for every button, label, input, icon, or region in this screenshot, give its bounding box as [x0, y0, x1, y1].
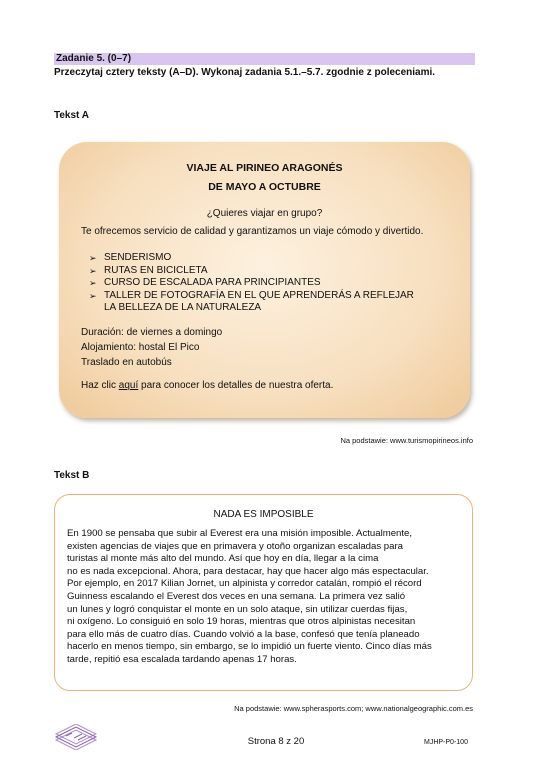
- page-number: Strona 8 z 20: [247, 736, 305, 747]
- article-line: En 1900 se pensaba que subir al Everest era una misión imposible. Actualmente,: [67, 528, 413, 539]
- arrow-bullet-icon: ➢: [89, 278, 97, 288]
- text-a-heading: Tekst A: [54, 110, 90, 121]
- activity-list: [89, 252, 414, 315]
- text-b-source: Na podstawie: www.spherasports.com; www.nationalgeographic.com.es: [234, 704, 473, 713]
- advert-offer: Te ofrecemos servicio de calidad y garantizamos un viaje cómodo y divertido.: [81, 226, 424, 237]
- list-item-continuation: LA BELLEZA DE LA NATURALEZA: [104, 302, 262, 313]
- article-line: tarde, repitió esa escalada tardando apenas 17 horas.: [67, 653, 297, 665]
- advert-lodging: Alojamiento: hostal El Pico: [81, 342, 200, 353]
- advert-title-line-2: DE MAYO A OCTUBRE: [208, 181, 321, 193]
- article-line: Por ejemplo, en 2017 Kilian Jornet, un alpinista y corredor catalán, rompió el récord: [67, 578, 422, 590]
- text-b-article-box: [54, 494, 473, 691]
- task-title: Zadanie 5. (0–7): [56, 53, 132, 64]
- arrow-bullet-icon: ➢: [89, 253, 97, 263]
- article-line: existen agencias de viajes que en primavera y otoño organizan escaladas para: [67, 540, 403, 552]
- article-line: Guinness escalando el Everest dos veces en una semana. La primera vez salió: [67, 590, 406, 602]
- advert-click-line: [81, 380, 333, 393]
- article-line: hacerlo en menos tiempo, sin embargo, se lo impidió un fuerte viento. Cinco días más: [67, 641, 432, 653]
- list-item: ➢ CURSO DE ESCALADA PARA PRINCIPIANTES: [89, 277, 321, 288]
- article-line: turistas al monte más alto del mundo. Así que hoy en día, llegar a la cima: [67, 553, 379, 565]
- arrow-bullet-icon: ➢: [89, 265, 97, 276]
- text-a-source: Na podstawie: www.turismopirineos.info: [340, 436, 473, 445]
- text-b-heading: Tekst B: [54, 470, 90, 481]
- article-line: ni oxígeno. Lo consiguió en solo 19 horas, mientras que otros alpinistas necesitan: [67, 616, 416, 628]
- article-line: un lunes y logró conquistar el monte en un solo ataque, sin utilizar cuerdas fijas,: [67, 603, 408, 615]
- advert-transfer: Traslado en autobús: [81, 357, 172, 368]
- exam-code: MJHP-P0-100: [424, 739, 468, 746]
- task-instruction: Przeczytaj cztery teksty (A–D). Wykonaj zadania 5.1.–5.7. zgodnie z poleceniami.: [54, 67, 436, 78]
- list-item: ➢ TALLER DE FOTOGRAFÍA EN EL QUE APRENDERÁS A REFLEJAR: [89, 289, 414, 301]
- text-a-advert-box: [59, 142, 470, 418]
- details-link[interactable]: aquí: [118, 380, 139, 391]
- article-line: para ello más de cuatro días. Cuando volvió a la base, confesó que tenía planeado: [67, 628, 420, 640]
- list-item: ➢ RUTAS EN BICICLETA: [89, 264, 208, 276]
- article-line: no es nada excepcional. Ahora, para destacar, hay que hacer algo más espectacular.: [67, 565, 429, 577]
- list-item: ➢ SENDERISMO: [89, 252, 172, 263]
- click-suffix: para conocer los detalles de nuestra oferta.: [138, 380, 334, 391]
- arrow-bullet-icon: ➢: [89, 290, 97, 301]
- advert-title-line-1: VIAJE AL PIRINEO ARAGONÉS: [186, 162, 343, 174]
- click-prefix: Haz clic: [81, 380, 119, 391]
- advert-duration: Duración: de viernes a domingo: [81, 327, 223, 338]
- advert-question: ¿Quieres viajar en grupo?: [206, 208, 323, 219]
- article-body: [67, 528, 462, 667]
- article-title: NADA ES IMPOSIBLE: [213, 509, 314, 520]
